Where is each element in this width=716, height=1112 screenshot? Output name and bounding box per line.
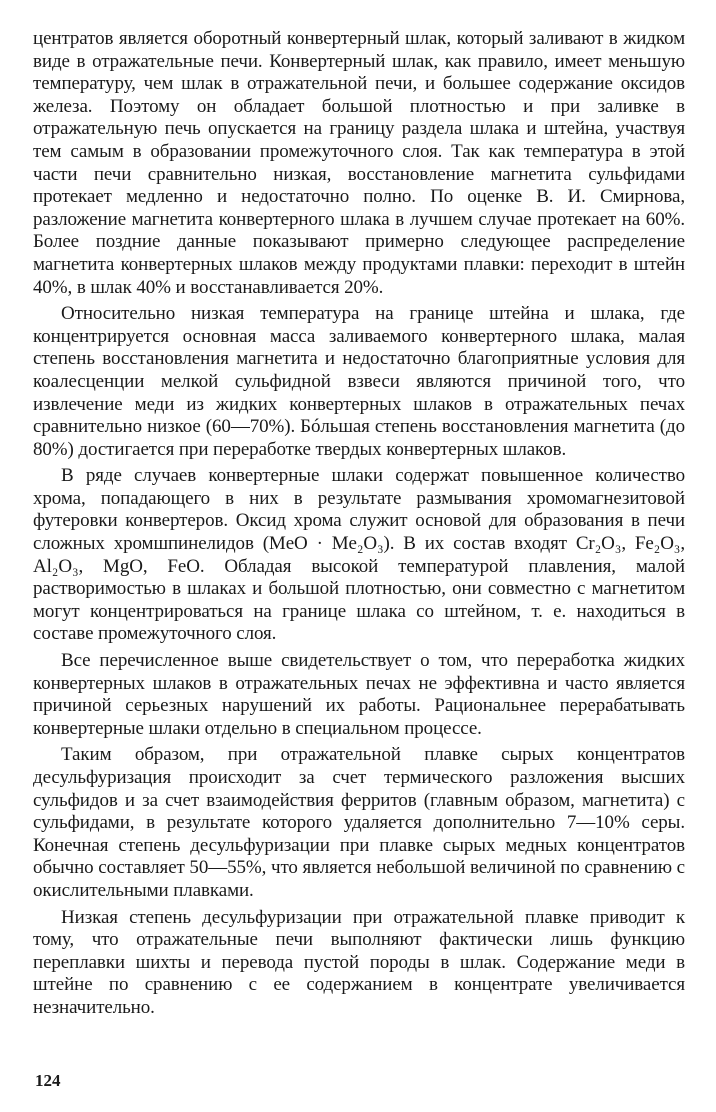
page-number: 124	[35, 1071, 61, 1090]
paragraph-5: Таким образом, при отражательной плавке сырых концентратов десульфуризация происходит за счет термического разложения высших сульфидов и за счет взаимодействия ферритов (главным образом, магнетита) с сульфидами, в результате которого удаляется дополнительно 7—10% серы. Конечная степень десульфуризации при плавке сырых медных концентратов обычно составляет 50—55%, что является небольшой величиной по сравнению с окислительными плавками.	[33, 744, 685, 901]
paragraph-1: центратов является оборотный конвертерный шлак, который заливают в жидком виде в отражательные печи. Конвертерный шлак, как правило, имеет меньшую температуру, чем шлак в отражательной печи, и большее содержание оксидов железа. Поэтому он обладает большой плотностью и при заливке в отражательную печь опускается на границу раздела шлака и штейна, участвуя тем самым в образовании промежуточного слоя. Так как температура в этой части печи сравнительно низкая, восстановление магнетита сульфидами протекает медленно и недостаточно полно. По оценке В. И. Смирнова, разложение магнетита конвертерного шлака в лучшем случае протекает на 60%. Более поздние данные показывают примерно следующее распределение магнетита конвертерных шлаков между продуктами плавки: переходит в штейн 40%, в шлак 40% и восстанавливается 20%.	[33, 28, 685, 298]
paragraph-2: Относительно низкая температура на границе штейна и шлака, где концентрируется основная масса заливаемого конвертерного шлака, малая степень восстановления магнетита и недостаточно благоприятные условия для коалесценции мелкой сульфидной взвеси являются причиной того, что извлечение меди из жидких конвертерных шлаков в отражательных печах сравнительно низкое (60—70%). Бóльшая степень восстановления магнетита (до 80%) достигается при переработке твердых конвертерных шлаков.	[33, 303, 685, 460]
page-body	[33, 28, 685, 1020]
paragraph-4: Все перечисленное выше свидетельствует о том, что переработка жидких конвертерных шлаков в отражательных печах не эффективна и часто является причиной серьезных нарушений их работы. Рациональнее перерабатывать конвертерные шлаки отдельно в специальном процессе.	[33, 650, 685, 739]
paragraph-3: В ряде случаев конвертерные шлаки содержат повышенное количество хрома, попадающего в них в результате размывания хромомагнезитовой футеровки конвертеров. Оксид хрома служит основой для образования в печи сложных хромшпинелидов (MeO · Me₂O₃). В их состав входят Cr₂O₃, Fe₂O₃, Al₂O₃, MgO, FeO. Обладая высокой температурой плавления, малой растворимостью в шлаках и большой плотностью, они совместно с магнетитом могут концентрироваться на границе шлака со штейном, т. е. находиться в составе промежуточного слоя.	[33, 465, 685, 645]
paragraph-6: Низкая степень десульфуризации при отражательной плавке приводит к тому, что отражательные печи выполняют фактически лишь функцию переплавки шихты и перевода пустой породы в шлак. Содержание меди в штейне по сравнению с ее содержанием в концентрате увеличивается незначительно.	[33, 906, 685, 1018]
